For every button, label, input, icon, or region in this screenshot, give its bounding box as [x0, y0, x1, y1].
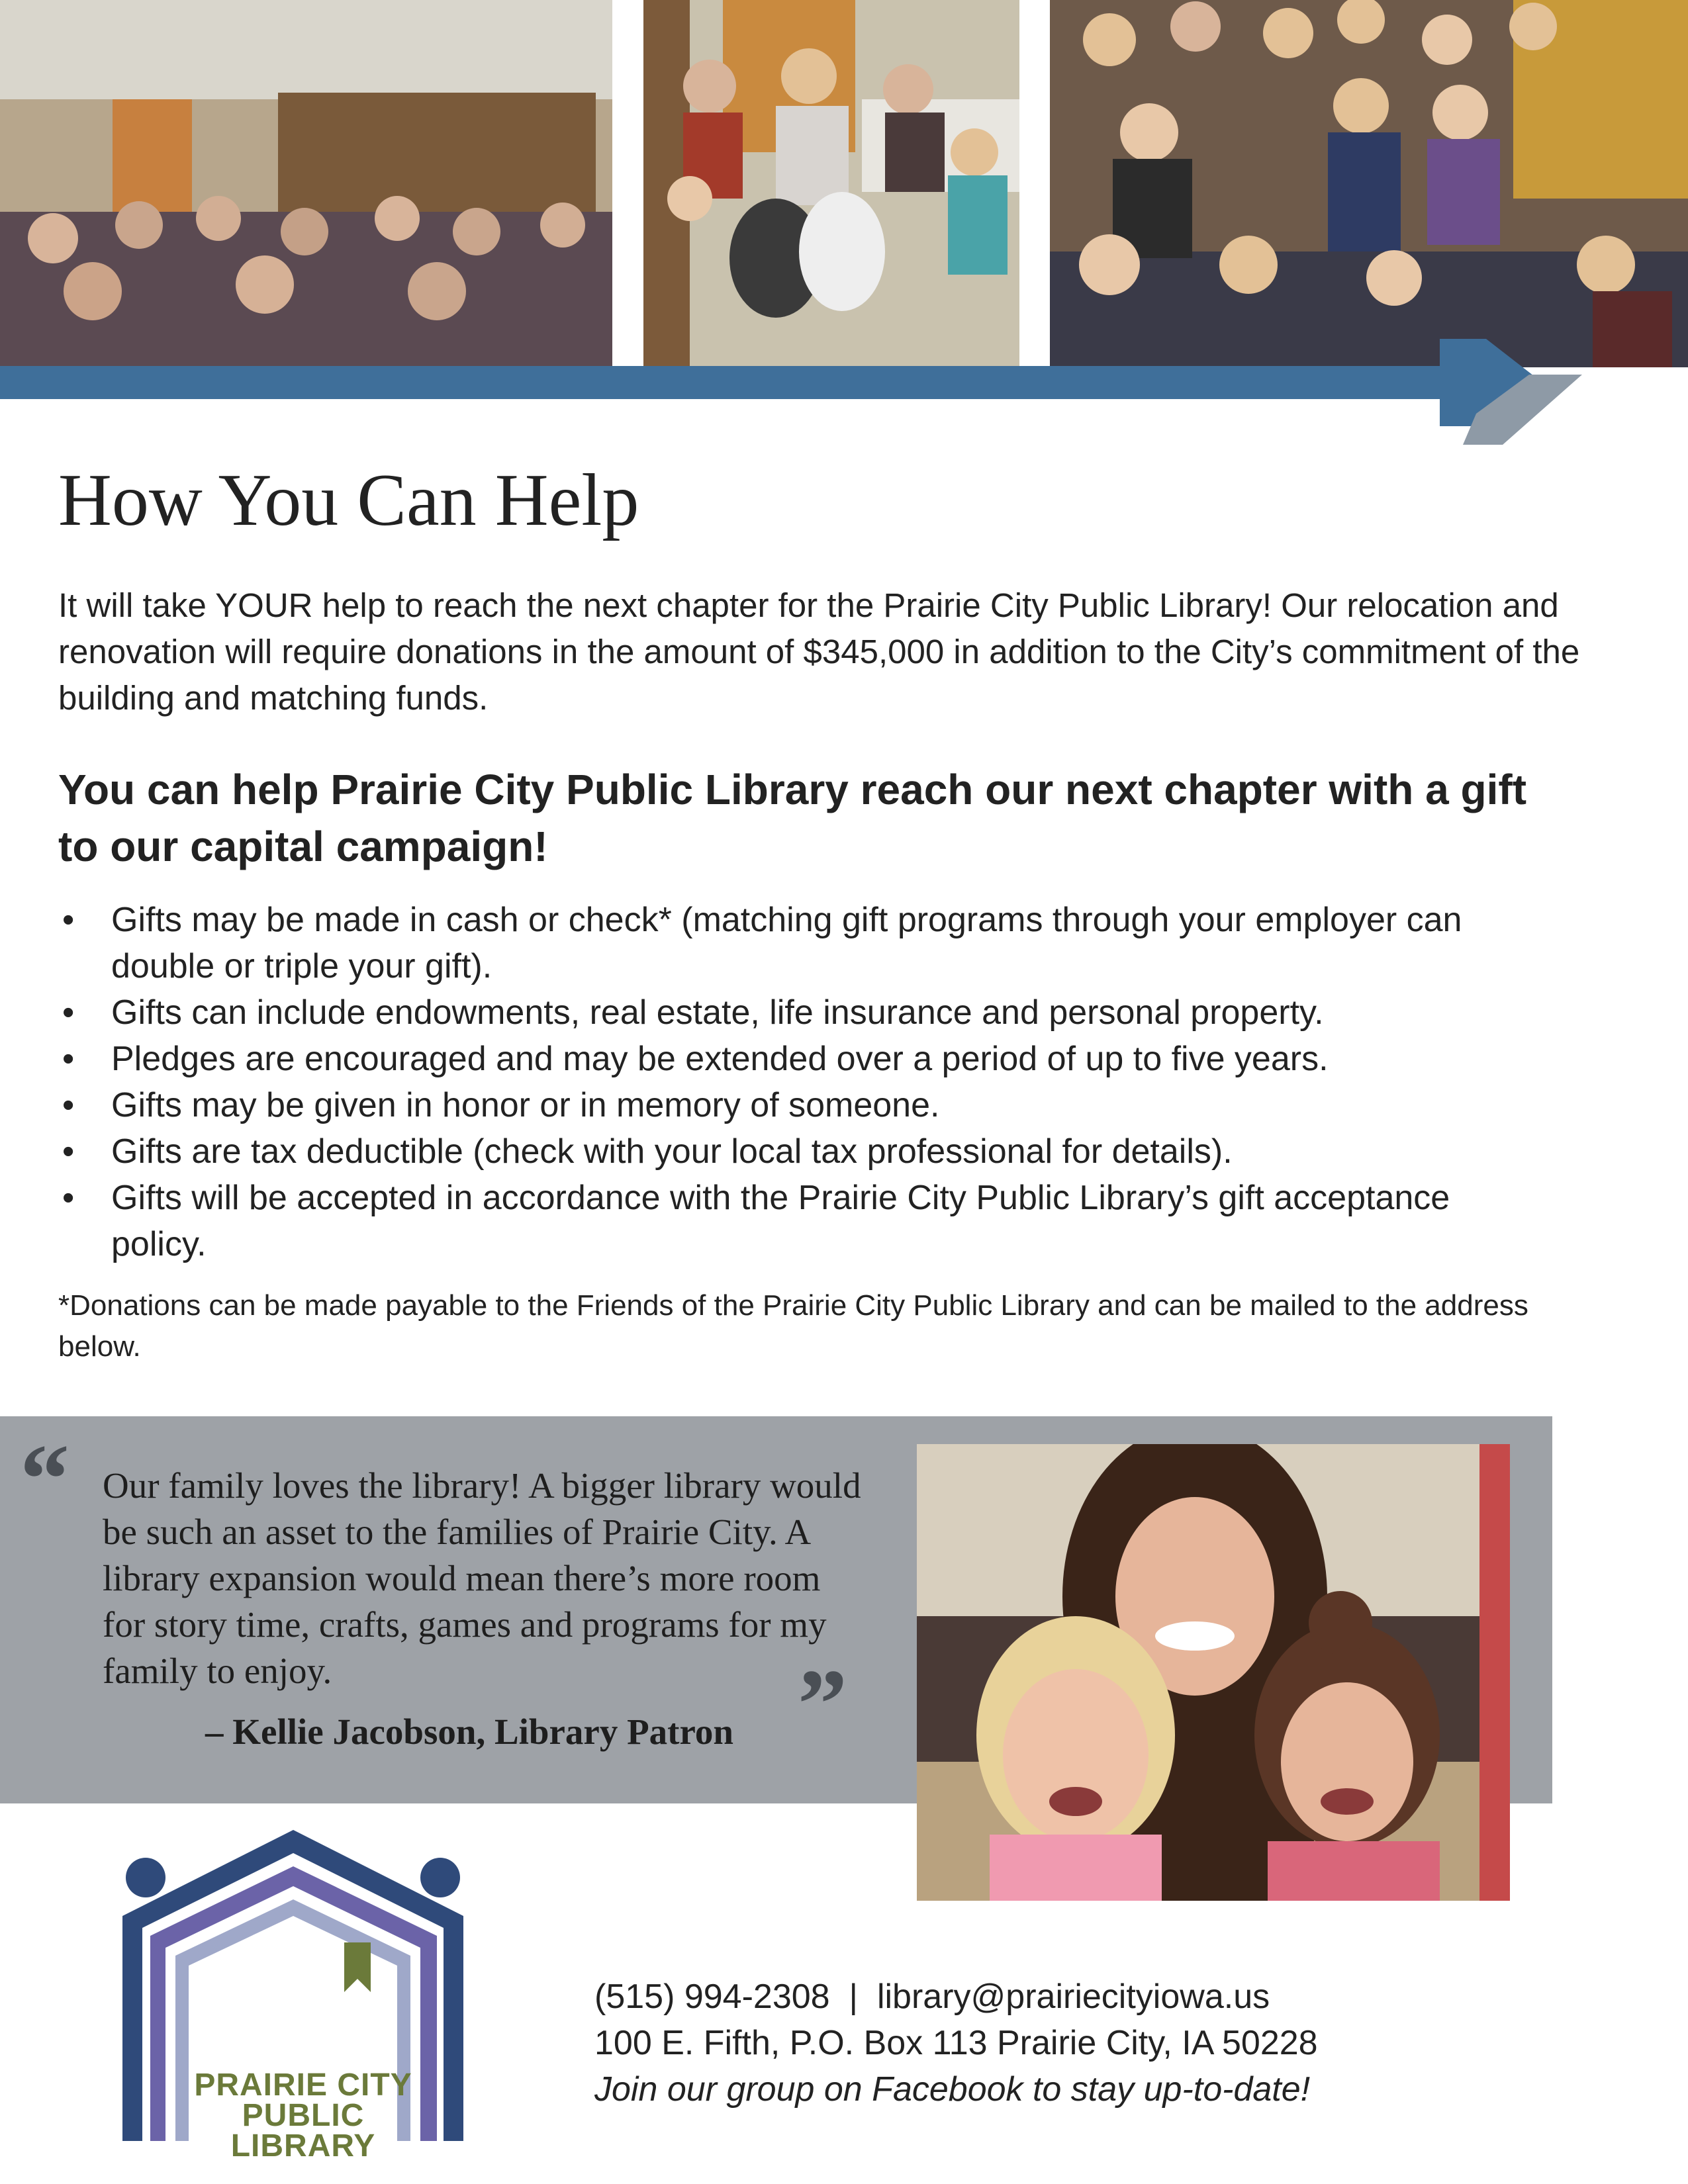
- testimonial-attribution: – Kellie Jacobson, Library Patron: [205, 1711, 733, 1752]
- arrow-banner: [0, 0, 1688, 450]
- email-address: library@prairiecityiowa.us: [876, 1978, 1270, 2016]
- list-item: • Gifts may be made in cash or check* (matching gift programs through your employer can double or triple your gift).: [58, 897, 1548, 989]
- testimonial-quote: Our family loves the library! A bigger library would be such an asset to the families of Prairie City. A library expansion would mean there’s more room for story time, crafts, games and programs for my family to enjoy.: [103, 1465, 861, 1691]
- list-item: • Gifts may be given in honor or in memory of someone.: [58, 1082, 1548, 1128]
- bullet-icon: •: [62, 993, 75, 1032]
- phone-number: (515) 994-2308: [594, 1978, 830, 2016]
- close-quote-icon: ”: [798, 1649, 847, 1759]
- contact-block: [594, 1974, 1521, 2113]
- facebook-tagline: Join our group on Facebook to stay up-to-date!: [594, 2070, 1311, 2109]
- bullet-icon: •: [62, 1132, 75, 1171]
- bullet-icon: •: [62, 1040, 75, 1078]
- list-item: • Gifts are tax deductible (check with your local tax professional for details).: [58, 1128, 1548, 1175]
- open-quote-icon: “: [20, 1424, 70, 1534]
- list-item: • Gifts can include endowments, real estate, life insurance and personal property.: [58, 989, 1548, 1036]
- gift-options-list: [58, 897, 1548, 1267]
- intro-paragraph: It will take YOUR help to reach the next chapter for the Prairie City Public Library! Our relocation and renovation will require donations in the amount of $345,000 in addition to the City’s commitment of the building and matching funds.: [58, 586, 1580, 717]
- bullet-icon: •: [62, 1086, 75, 1124]
- list-item: • Pledges are encouraged and may be extended over a period of up to five years.: [58, 1036, 1548, 1082]
- mailing-address: 100 E. Fifth, P.O. Box 113 Prairie City, IA 50228: [594, 2024, 1318, 2062]
- page-title: How You Can Help: [58, 459, 639, 541]
- campaign-subhead: You can help Prairie City Public Library reach our next chapter with a gift to our capital campaign!: [58, 766, 1526, 870]
- logo-wordmark: PRAIRIE CITY PUBLIC LIBRARY: [194, 2068, 412, 2163]
- header-photo-strip: [0, 0, 1688, 450]
- list-item: • Gifts will be accepted in accordance with the Prairie City Public Library’s gift acceptance policy.: [58, 1175, 1548, 1267]
- bullet-icon: •: [62, 901, 75, 939]
- bullet-icon: •: [62, 1179, 75, 1217]
- donation-footnote: *Donations can be made payable to the Friends of the Prairie City Public Library and can be mailed to the address below.: [58, 1289, 1528, 1363]
- family-photo: [917, 1444, 1510, 1901]
- contact-separator: |: [849, 1978, 859, 2016]
